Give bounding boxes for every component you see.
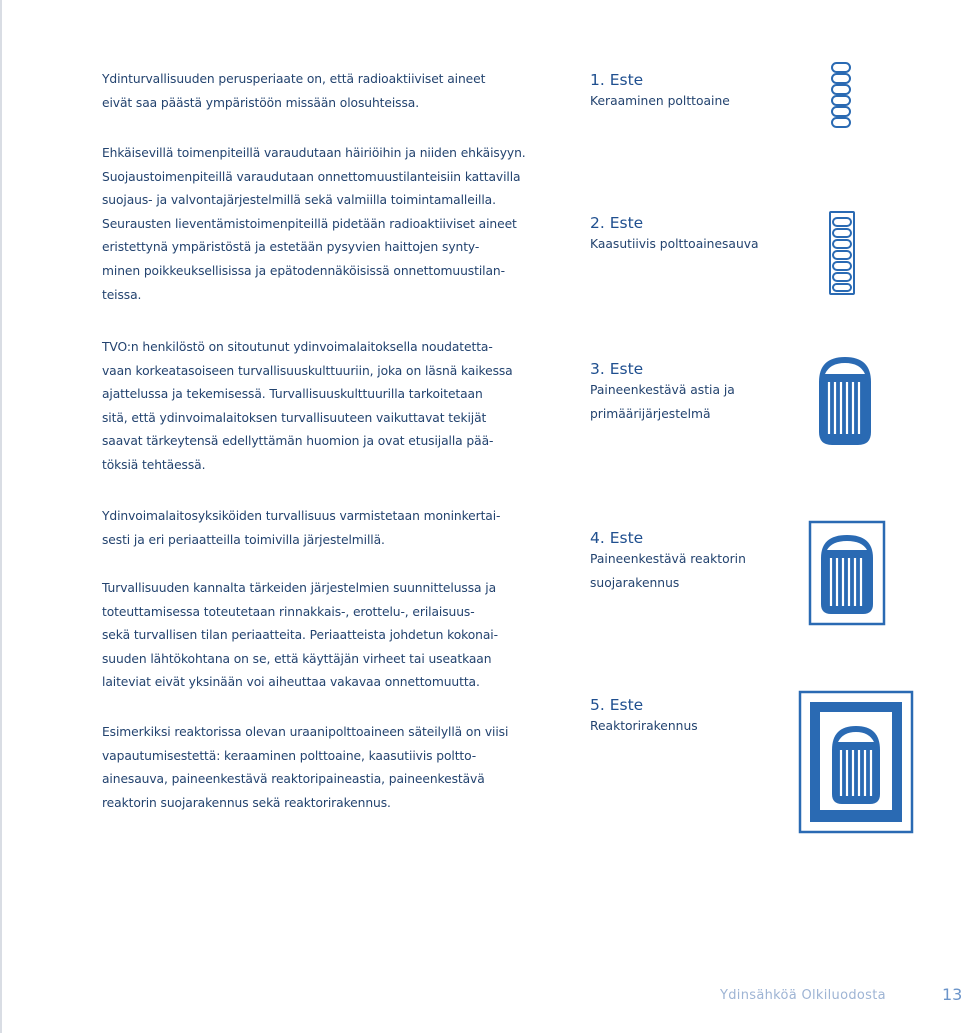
barrier-title: 2. Este [590, 214, 644, 232]
fuel-pellets-icon [826, 60, 856, 138]
paragraph-redundancy [102, 505, 522, 552]
fuel-rod-icon [826, 208, 858, 298]
text-line: reaktorin suojarakennus sekä reaktorirakennus. [102, 795, 391, 810]
barrier-5 [590, 695, 698, 739]
text-line: eristettynä ympäristöstä ja estetään pysyvien haittojen synty- [102, 240, 480, 255]
barrier-description [590, 233, 759, 257]
barrier-description [590, 715, 698, 739]
page-edge [0, 0, 2, 1033]
text-line: sekä turvallisen tilan periaatteita. Periaatteista johdetun kokonai- [102, 628, 498, 643]
text-line: teissa. [102, 287, 142, 302]
text-line: Paineenkestävä astia ja [590, 383, 735, 397]
paragraph-barriers-example [102, 721, 522, 815]
text-line: töksiä tehtäessä. [102, 457, 206, 472]
text-line: Turvallisuuden kannalta tärkeiden järjestelmien suunnittelussa ja [102, 581, 497, 595]
barrier-2 [590, 213, 759, 257]
text-line: Ydinvoimalaitosyksiköiden turvallisuus varmistetaan moninkertai- [102, 509, 501, 523]
text-line: minen poikkeuksellisissa ja epätodennäköisissä onnettomuustilan- [102, 263, 505, 278]
text-line: vapautumisestettä: keraaminen polttoaine, kaasutiivis poltto- [102, 748, 477, 763]
text-line: toteuttamisessa toteutetaan rinnakkais-, erottelu-, erilaisuus- [102, 604, 475, 619]
text-line: sesti ja eri periaatteilla toimivilla järjestelmillä. [102, 532, 385, 547]
text-line: Ydinturvallisuuden perusperiaate on, että radioaktiiviset aineet [102, 72, 486, 86]
text-line: eivät saa päästä ympäristöön missään olosuhteissa. [102, 95, 420, 110]
text-line: suojaus- ja valvontajärjestelmillä sekä valmiilla toimintamalleilla. [102, 193, 496, 208]
barrier-1 [590, 70, 730, 114]
text-line: suuden lähtökohtana on se, että käyttäjän virheet tai useatkaan [102, 651, 492, 666]
text-line: ajattelussa ja tekemisessä. Turvallisuuskulttuurilla tarkoitetaan [102, 387, 483, 402]
paragraph-design-principles [102, 577, 522, 695]
text-line: ainesauva, paineenkestävä reaktoripaineastia, paineenkestävä [102, 772, 485, 787]
paragraph-principle [102, 68, 522, 115]
text-line: Suojaustoimenpiteillä varaudutaan onnettomuustilanteisiin kattavilla [102, 169, 521, 184]
barrier-title: 1. Este [590, 71, 644, 89]
barrier-title: 4. Este [590, 529, 644, 547]
barrier-4 [590, 528, 746, 595]
footer-publication-title: Ydinsähköä Olkiluodosta [720, 988, 886, 1003]
text-line: vaan korkeatasoiseen turvallisuuskulttuuriin, joka on läsnä kaikessa [102, 363, 513, 378]
reactor-building-icon [798, 690, 914, 834]
text-line: primäärijärjestelmä [590, 406, 711, 421]
barrier-title: 5. Este [590, 696, 644, 714]
text-line: Seurausten lieventämistoimenpiteillä pidetään radioaktiiviset aineet [102, 216, 517, 231]
page-number: 13 [942, 985, 962, 1004]
text-line: Paineenkestävä reaktorin [590, 552, 746, 566]
text-line: saavat tärkeytensä edellyttämän huomion ja ovat etusijalla pää- [102, 434, 494, 449]
barrier-description [590, 90, 730, 114]
barrier-description [590, 379, 735, 426]
paragraph-safety-culture [102, 336, 522, 478]
text-line: Keraaminen polttoaine [590, 94, 730, 108]
containment-icon [808, 520, 886, 626]
text-line: Reaktorirakennus [590, 719, 698, 733]
text-line: TVO:n henkilöstö on sitoutunut ydinvoimalaitoksella noudatetta- [102, 340, 493, 354]
text-line: laiteviat eivät yksinään voi aiheuttaa vakavaa onnettomuutta. [102, 675, 480, 690]
text-line: sitä, että ydinvoimalaitoksen turvallisuuteen vaikuttavat tekijät [102, 410, 487, 425]
text-line: Ehkäisevillä toimenpiteillä varaudutaan häiriöihin ja niiden ehkäisyyn. [102, 146, 526, 160]
text-line: suojarakennus [590, 575, 680, 590]
pressure-vessel-icon [816, 354, 874, 448]
paragraph-measures [102, 142, 526, 307]
barrier-3 [590, 359, 735, 426]
text-line: Kaasutiivis polttoainesauva [590, 237, 759, 251]
barrier-title: 3. Este [590, 360, 644, 378]
text-line: Esimerkiksi reaktorissa olevan uraanipolttoaineen säteilyllä on viisi [102, 725, 509, 739]
barrier-description [590, 548, 746, 595]
